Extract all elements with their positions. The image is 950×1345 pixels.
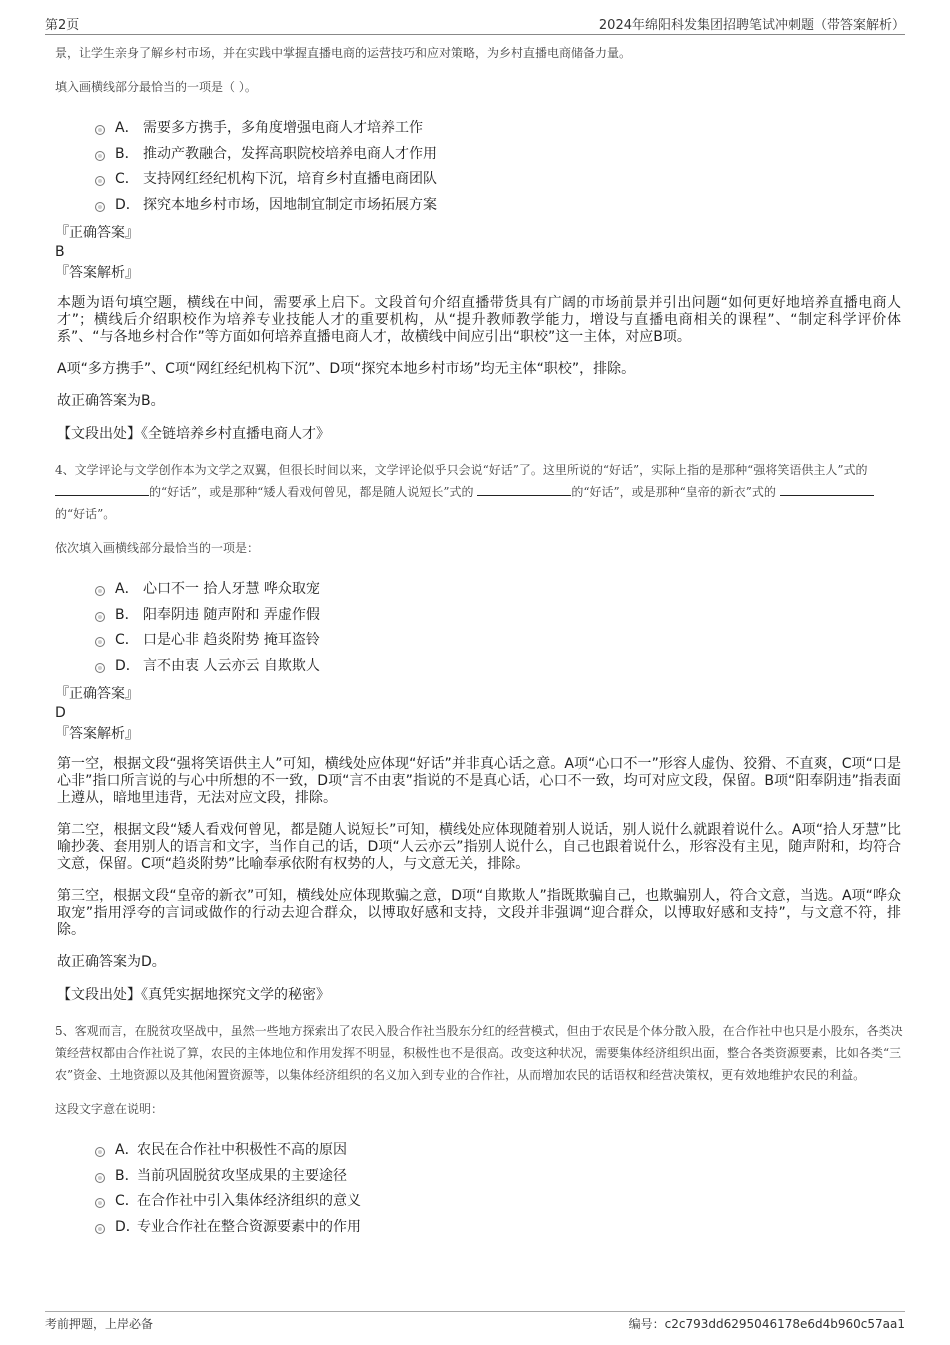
- page-content: [55, 42, 903, 1246]
- q4-analysis: [57, 756, 901, 971]
- option-text: 阳奉阴违 随声附和 弄虚作假: [143, 606, 320, 623]
- q3-options: [95, 116, 903, 218]
- q3-answer: B: [55, 244, 65, 260]
- q4-stem: [55, 459, 903, 525]
- analysis-paragraph: 第二空，根据文段“矮人看戏何曾见，都是随人说短长”可知，横线处应体现随着别人说话，别人说什么就跟着说什么。A项“拾人牙慧”比喻抄袭、套用别人的语言和文字，当作自己的话，D项“人云亦云”指别人说什么，自己也跟着说什么，形容没有主见，随声附和，均符合文意，保留。C项“趋炎附势”比喻奉承依附有权势的人，与文意无关，排除。: [57, 822, 901, 872]
- q4-option-b[interactable]: [95, 603, 903, 629]
- blank-line: [55, 483, 149, 496]
- q3-correct-label: 『正确答案』: [55, 225, 139, 241]
- radio-icon[interactable]: [95, 1147, 105, 1157]
- option-text: 支持网红经纪机构下沉，培育乡村直播电商团队: [143, 171, 437, 187]
- q3-analysis-label: 『答案解析』: [55, 265, 139, 281]
- option-text: 需要多方携手，多角度增强电商人才培养工作: [143, 120, 423, 136]
- q5-option-d[interactable]: [95, 1215, 903, 1241]
- q4-correct-label: 『正确答案』: [55, 686, 139, 702]
- option-text: 专业合作社在整合资源要素中的作用: [137, 1218, 361, 1235]
- page-header: [45, 10, 905, 35]
- radio-icon[interactable]: [95, 1173, 105, 1183]
- q3-analysis: [57, 295, 901, 410]
- option-text: 农民在合作社中积极性不高的原因: [137, 1142, 347, 1158]
- option-label: B．: [115, 606, 139, 623]
- stem-part: 的“好话”，或是那种“皇帝的新衣”式的: [571, 485, 780, 499]
- q4-prompt: 依次填入画横线部分最恰当的一项是：: [55, 541, 260, 555]
- option-label: B．: [115, 1167, 139, 1184]
- footer-slogan: 考前押题，上岸必备: [45, 1317, 154, 1331]
- question-number: 4、: [55, 463, 75, 477]
- radio-icon[interactable]: [95, 202, 105, 212]
- analysis-paragraph: 第一空，根据文段“强将笑语供主人”可知，横线处应体现“好话”并非真心话之意。A项“心口不一”形容人虚伪、狡猾、不直爽，C项“口是心非”指口所言说的与心中所想的不一致，D项“言不由衷”指说的不是真心话，心口不一致，均可对应文段，保留。B项“阳奉阴违”指表面上遵从，暗地里违背，无法对应文段，排除。: [57, 756, 901, 806]
- q4-analysis-label: 『答案解析』: [55, 726, 139, 742]
- q4-option-a[interactable]: [95, 577, 903, 603]
- analysis-paragraph: 第三空，根据文段“皇帝的新衣”可知，横线处应体现欺骗之意，D项“自欺欺人”指既欺骗自己，也欺骗别人，符合文意，当选。A项“哗众取宠”指用浮夸的言词或做作的行动去迎合群众，以博取好感和支持，文段并非强调“迎合群众，以博取好感和支持”，与文意不符，排除。: [57, 888, 901, 938]
- option-label: A．: [115, 581, 139, 597]
- stem-part: 的“好话”，或是那种“矮人看戏何曾见，都是随人说短长”式的: [149, 485, 478, 499]
- q4-option-d[interactable]: [95, 654, 903, 680]
- option-label: D．: [115, 1218, 140, 1235]
- option-label: D．: [115, 196, 140, 213]
- q4-source: 【文段出处】《真凭实据地探究文学的秘密》: [57, 987, 330, 1003]
- option-text: 探究本地乡村市场，因地制宜制定市场拓展方案: [143, 196, 437, 213]
- document-title: 2024年绵阳科发集团招聘笔试冲刺题（带答案解析）: [598, 18, 905, 33]
- q5-stem: [55, 1020, 903, 1086]
- radio-icon[interactable]: [95, 1224, 105, 1234]
- q3-option-b[interactable]: [95, 142, 903, 168]
- option-label: C．: [115, 1193, 139, 1209]
- option-text: 心口不一 拾人牙慧 哗众取宠: [143, 581, 320, 597]
- option-label: C．: [115, 632, 139, 648]
- q5-option-a[interactable]: [95, 1138, 903, 1164]
- blank-line: [780, 483, 874, 496]
- radio-icon[interactable]: [95, 637, 105, 647]
- radio-icon[interactable]: [95, 612, 105, 622]
- analysis-paragraph: A项“多方携手”、C项“网红经纪机构下沉”、D项“探究本地乡村市场”均无主体“职校”，排除。: [57, 361, 636, 377]
- q3-option-d[interactable]: [95, 193, 903, 219]
- q4-option-c[interactable]: [95, 628, 903, 654]
- q3-option-c[interactable]: [95, 167, 903, 193]
- q3-option-a[interactable]: [95, 116, 903, 142]
- option-text: 推动产教融合，发挥高职院校培养电商人才作用: [143, 145, 437, 162]
- stem-part: 文学评论与文学创作本为文学之双翼，但很长时间以来，文学评论似乎只会说“好话”了。这里所说的“好话”，实际上指的是那种“强将笑语供主人”式的: [74, 463, 868, 477]
- option-label: C．: [115, 171, 139, 187]
- q4-options: [95, 577, 903, 679]
- option-text: 在合作社中引入集体经济组织的意义: [137, 1193, 361, 1209]
- page-number: 第2页: [45, 18, 80, 33]
- radio-icon[interactable]: [95, 1198, 105, 1208]
- option-label: A．: [115, 120, 139, 136]
- q5-options: [95, 1138, 903, 1240]
- q3-stem-continued: 景，让学生亲身了解乡村市场，并在实践中掌握直播电商的运营技巧和应对策略，为乡村直播电商储备力量。: [55, 46, 632, 60]
- blank-line: [477, 483, 571, 496]
- analysis-paragraph: 故正确答案为B。: [57, 393, 165, 409]
- stem-part: 的“好话”。: [55, 507, 116, 521]
- q5-option-b[interactable]: [95, 1164, 903, 1190]
- option-text: 口是心非 趋炎附势 掩耳盗铃: [143, 632, 320, 648]
- radio-icon[interactable]: [95, 151, 105, 161]
- analysis-paragraph: 本题为语句填空题，横线在中间，需要承上启下。文段首句介绍直播带货具有广阔的市场前景并引出问题“如何更好地培养直播电商人才”；横线后介绍职校作为培养专业技能人才的重要机构，从“提升教师教学能力，增设与直播电商相关的课程”、“制定科学评价体系”、“与各地乡村合作”等方面如何培养直播电商人才，故横线中间应引出“职校”这一主体，对应B项。: [57, 295, 901, 345]
- option-text: 言不由衷 人云亦云 自欺欺人: [143, 657, 320, 674]
- option-text: 当前巩固脱贫攻坚成果的主要途径: [137, 1167, 347, 1184]
- q5-prompt: 这段文字意在说明：: [55, 1102, 164, 1116]
- radio-icon[interactable]: [95, 586, 105, 596]
- q5-option-c[interactable]: [95, 1189, 903, 1215]
- q3-source: 【文段出处】《全链培养乡村直播电商人才》: [57, 426, 330, 442]
- radio-icon[interactable]: [95, 125, 105, 135]
- analysis-paragraph: 故正确答案为D。: [57, 954, 166, 970]
- option-label: B．: [115, 145, 139, 162]
- option-label: D．: [115, 657, 140, 674]
- q3-prompt: 填入画横线部分最恰当的一项是（ ）。: [55, 80, 257, 94]
- document-id: 编号：c2c793dd6295046178e6d4b960c57aa1: [628, 1317, 905, 1331]
- q4-answer: D: [55, 705, 66, 721]
- option-label: A．: [115, 1142, 139, 1158]
- stem-text: 客观而言，在脱贫攻坚战中，虽然一些地方探索出了农民入股合作社当股东分红的经营模式，但由于农民是个体分散入股，在合作社中也只是小股东，各类决策经营权都由合作社说了算，农民的主体地位和作用发挥不明显，积极性也不是很高。改变这种状况，需要集体经济组织出面，整合各类资源要素，比如各类“三农”资金、土地资源以及其他闲置资源等，以集体经济组织的名义加入到专业的合作社，从而增加农民的话语权和经营决策权，更有效地维护农民的利益。: [55, 1024, 903, 1082]
- radio-icon[interactable]: [95, 176, 105, 186]
- radio-icon[interactable]: [95, 663, 105, 673]
- page-footer: [45, 1311, 905, 1334]
- question-number: 5、: [55, 1024, 75, 1038]
